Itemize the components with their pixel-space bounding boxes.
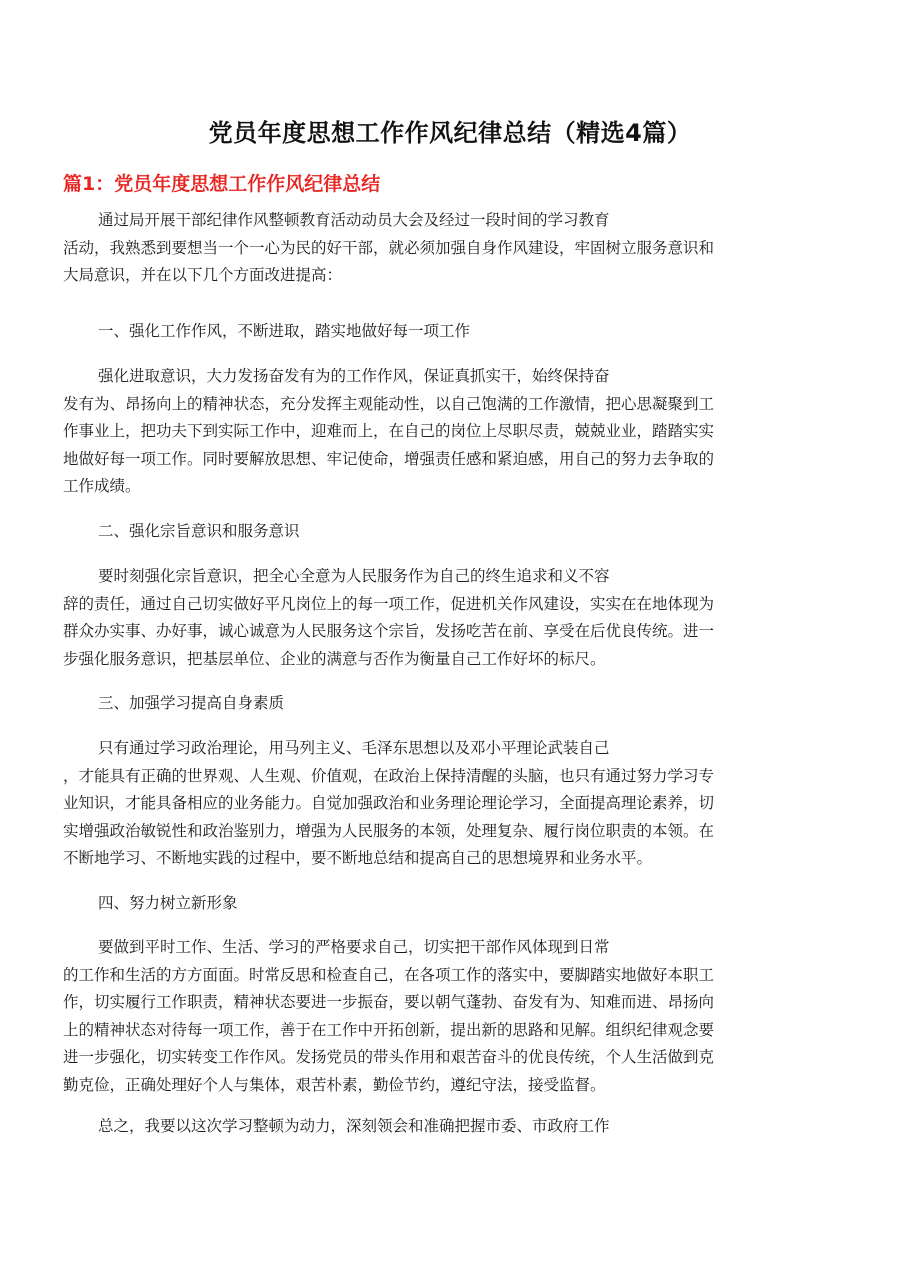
paragraph-line: 要做到平时工作、生活、学习的严格要求自己，切实把干部作风体现到日常: [98, 938, 610, 956]
paragraph-line: 通过局开展干部纪律作风整顿教育活动动员大会及经过一段时间的学习教育: [98, 211, 610, 229]
paragraph-line: 辞的责任，通过自己切实做好平凡岗位上的每一项工作，促进机关作风建设，实实在在地体现为: [63, 594, 715, 613]
paragraph-line: 发有为、昂扬向上的精神状态，充分发挥主观能动性，以自己饱满的工作激情，把心思凝聚到工: [63, 394, 715, 413]
point4-heading: 四、努力树立新形象: [98, 894, 238, 912]
paragraph-line: 业知识，才能具备相应的业务能力。自觉加强政治和业务理论理论学习，全面提高理论素养，切: [63, 794, 715, 813]
point3-heading: 三、加强学习提高自身素质: [98, 694, 285, 712]
intro-paragraph: [63, 207, 838, 290]
paragraph-line: 进一步强化，切实转变工作作风。发扬党员的带头作用和艰苦奋斗的优良传统，个人生活做到克: [63, 1048, 715, 1067]
paragraph-line: 地做好每一项工作。同时要解放思想、牢记使命，增强责任感和紧迫感，用自己的努力去争取的: [63, 449, 715, 468]
conclusion-paragraph: [63, 1113, 838, 1141]
paragraph-line: 实增强政治敏锐性和政治鉴别力，增强为人民服务的本领，处理复杂、履行岗位职责的本领。在: [63, 821, 715, 840]
paragraph-line: 不断地学习、不断地实践的过程中，要不断地总结和提高自己的思想境界和业务水平。: [63, 849, 653, 868]
point3-paragraph: [63, 735, 838, 873]
paragraph-line: 步强化服务意识，把基层单位、企业的满意与否作为衡量自己工作好坏的标尺。: [63, 649, 606, 668]
point1-heading: 一、强化工作作风，不断进取，踏实地做好每一项工作: [98, 322, 471, 340]
paragraph-line: 的工作和生活的方方面面。时常反思和检查自己，在各项工作的落实中，要脚踏实地做好本职工: [63, 965, 715, 984]
paragraph-line: ，才能具有正确的世界观、人生观、价值观，在政治上保持清醒的头脑，也只有通过努力学习专: [63, 766, 715, 785]
point4-paragraph: [63, 934, 838, 1100]
paragraph-line: 大局意识，并在以下几个方面改进提高：: [63, 266, 343, 285]
paragraph-line: 勤克俭，正确处理好个人与集体，艰苦朴素，勤俭节约，遵纪守法，接受监督。: [63, 1075, 606, 1094]
point2-paragraph: [63, 563, 838, 673]
document-title: 党员年度思想工作作风纪律总结（精选4篇）: [208, 119, 692, 147]
point1-paragraph: [63, 363, 838, 501]
paragraph-line: 作，切实履行工作职责，精神状态要进一步振奋，要以朝气蓬勃、奋发有为、知难而进、昂扬向: [63, 993, 715, 1012]
paragraph-line: 群众办实事、办好事，诚心诚意为人民服务这个宗旨，发扬吃苦在前、享受在后优良传统。进一: [63, 622, 715, 641]
paragraph-line: 强化进取意识，大力发扬奋发有为的工作作风，保证真抓实干，始终保持奋: [98, 367, 610, 385]
paragraph-line: 上的精神状态对待每一项工作，善于在工作中开拓创新，提出新的思路和见解。组织纪律观念要: [63, 1020, 715, 1039]
paragraph-line: 活动，我熟悉到要想当一个一心为民的好干部，就必须加强自身作风建设，牢固树立服务意识和: [63, 238, 715, 257]
paragraph-line: 作事业上，把功夫下到实际工作中，迎难而上，在自己的岗位上尽职尽责，兢兢业业，踏踏实实: [63, 422, 715, 441]
section-heading-1: 篇1：党员年度思想工作作风纪律总结: [63, 173, 381, 195]
paragraph-line: 工作成绩。: [63, 477, 141, 496]
point2-heading: 二、强化宗旨意识和服务意识: [98, 522, 300, 540]
paragraph-line: 只有通过学习政治理论，用马列主义、毛泽东思想以及邓小平理论武装自己: [98, 739, 610, 757]
paragraph-line: 总之，我要以这次学习整顿为动力，深刻领会和准确把握市委、市政府工作: [98, 1117, 610, 1135]
paragraph-line: 要时刻强化宗旨意识，把全心全意为人民服务作为自己的终生追求和义不容: [98, 567, 610, 585]
